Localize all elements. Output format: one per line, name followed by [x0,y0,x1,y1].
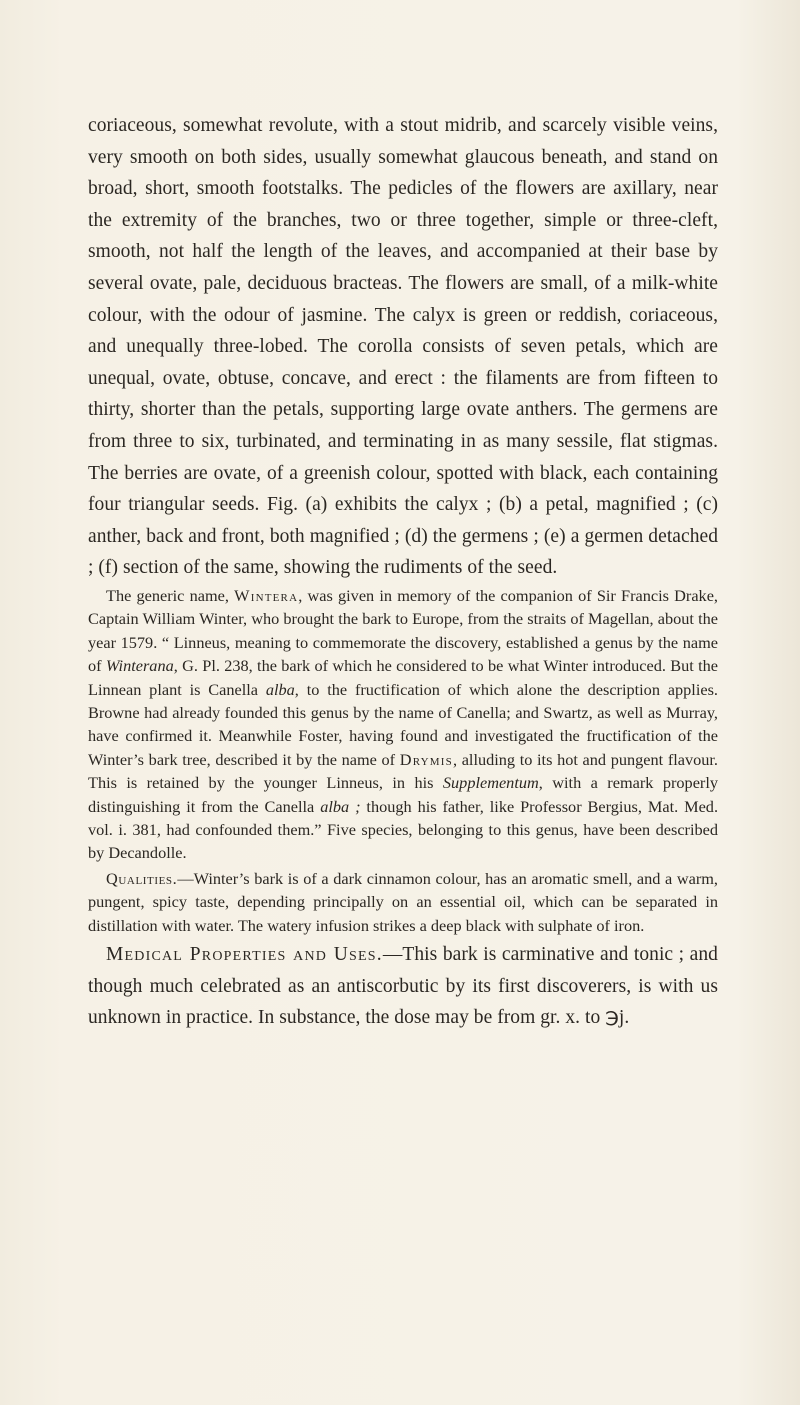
text-span: , alluding to its hot and pungent flavour. This is retained by the younger Linneus, in his [88,749,719,793]
text-span: —This bark is carminative and tonic ; and though much celebrated as an antiscorbutic by its first discoverers, is with us unknown in practice. In substance, the dose may be from gr. x. to ℈j. [88,944,718,1029]
section-heading-medical: Medical Properties and Uses. [106,944,383,965]
text-span: —Winter’s bark is of a dark cinnamon colour, has an aromatic smell, and a warm, pungent, spicy taste, depending principally on an essential oil, which can be separated in distillation with water. The watery infusion strikes a deep black with sulphate of iron. [88,868,718,935]
page-text [88,110,718,1034]
species-alba: alba [265,679,295,699]
paragraph-qualities [88,867,718,937]
species-alba-2: alba ; [320,796,361,816]
text-span: , to the fructification of which alone the description applies. Browne had already founded this genus by the name of Canella; and Swartz, as well as Murray, have confirmed it. Meanwhile Foster, having found and investigated the fructification of the Winter’s bark tree, described it by the name of [88,679,718,769]
genus-name-drymis: Drymis [399,749,453,769]
paragraph-description: coriaceous, somewhat revolute, with a stout midrib, and scarcely visible veins, very smooth on both sides, usually somewhat glaucous beneath, and stand on broad, short, smooth footstalks. The pedicles of the flowers are axillary, near the extremity of the branches, two or three together, simple or three-cleft, smooth, not half the length of the leaves, and accompanied at their base by several ovate, pale, deciduous bracteas. The flowers are small, of a milk-white colour, with the odour of jasmine. The calyx is green or reddish, coriaceous, and unequally three-lobed. The corolla consists of seven petals, which are unequal, ovate, obtuse, concave, and erect : the filaments are from fifteen to thirty, shorter than the petals, supporting large ovate anthers. The germens are from three to six, turbinated, and terminating in as many sessile, flat stigmas. The berries are ovate, of a greenish colour, spotted with black, each containing four triangular seeds. Fig. (a) exhibits the calyx ; (b) a petal, magnified ; (c) anther, back and front, both magnified ; (d) the germens ; (e) a germen detached ; (f) section of the same, showing the rudiments of the seed. [88,115,718,579]
section-heading-qualities: Qualities. [106,868,178,888]
genus-name-winterana: Winterana [105,656,174,676]
paragraph-medical-properties [88,939,718,1034]
text-span: , with a remark properly distinguishing it from the Canella [88,773,719,816]
work-title-supplementum: Supplementum [442,773,539,793]
text-span: , was given in memory of the companion of Sir Francis Drake, Captain William Winter, who brought the bark to Europe, from the straits of Magellan, about the year 1579. “ Linneus, meaning to commemorate the discovery, established a genus by the name of [88,585,718,676]
text-span: The generic name, [106,585,235,605]
genus-name-wintera: Wintera [234,585,299,605]
text-span: though his father, like Professor Bergius, Mat. Med. vol. i. 381, had confounded them.” Five species, belonging to this genus, have been described by Decandolle. [88,796,719,863]
paragraph-generic-name [88,584,718,865]
text-span: , G. Pl. 238, the bark of which he considered to be what Winter introduced. But the Linnean plant is Canella [88,656,718,699]
